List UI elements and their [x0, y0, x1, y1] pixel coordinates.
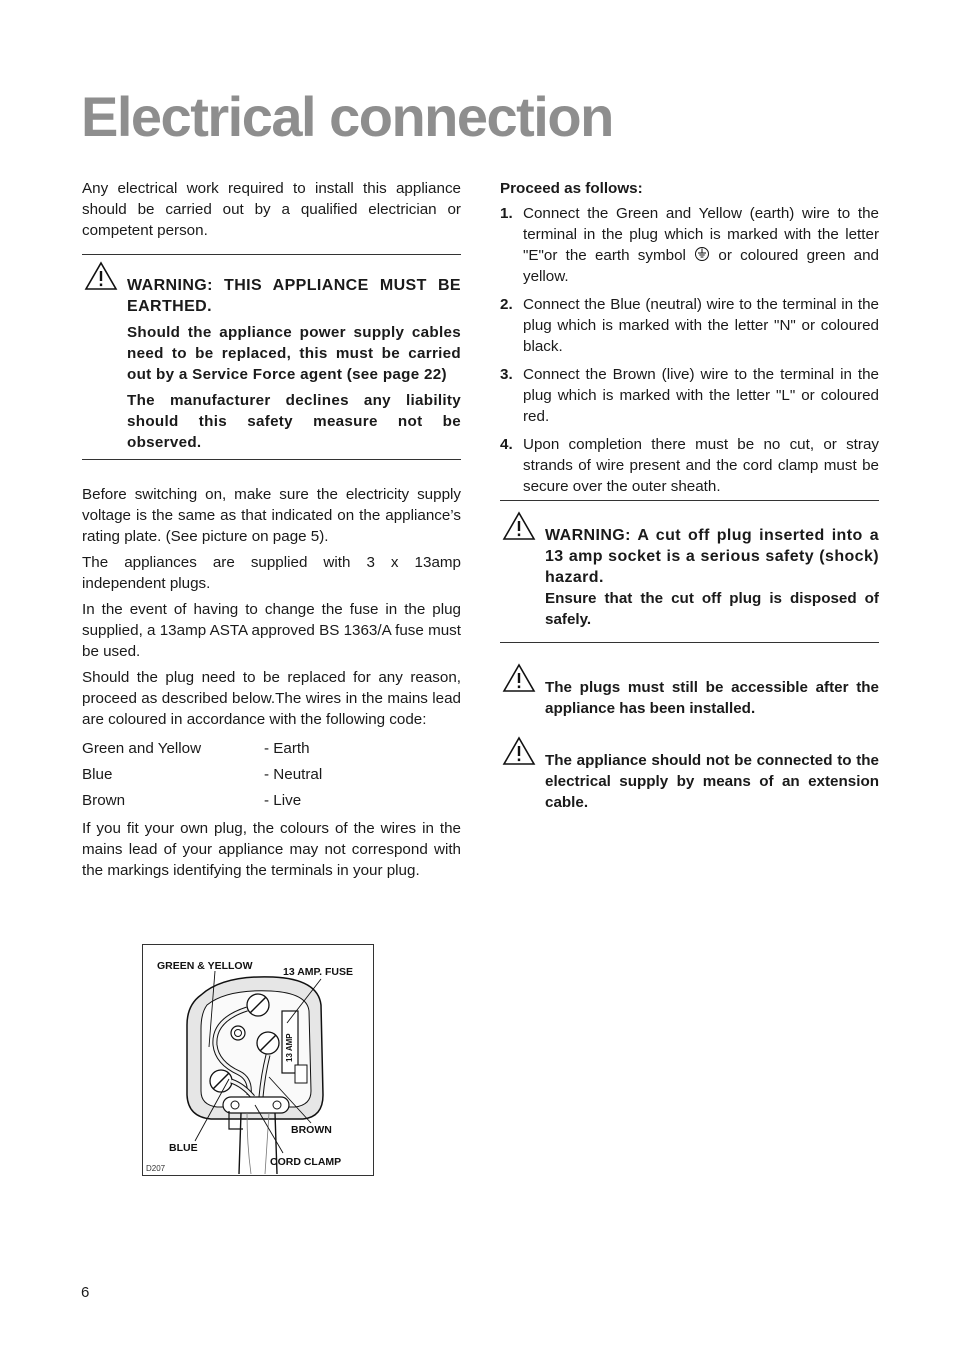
right-column [500, 178, 879, 824]
wire-colour: Green and Yellow [82, 739, 202, 757]
cut-plug-warning-text: WARNING: A cut off plug inserted into a 13 amp socket is a serious safety (shock) hazard. [545, 527, 879, 586]
step-text: Upon completion there must be no cut, or stray strands of wire present and the cord clamp must be secure over the outer sheath. [523, 436, 879, 495]
page-title: Electrical connection [81, 85, 613, 148]
steps-heading: Proceed as follows: [500, 180, 643, 197]
divider [500, 642, 879, 643]
wire-meaning: - Neutral [264, 765, 323, 783]
label-blue: BLUE [169, 1142, 198, 1154]
divider [82, 459, 461, 460]
wire-colour-table [82, 735, 461, 813]
extension-cable-note [500, 730, 879, 824]
label-fuse: 13 AMP. FUSE [283, 966, 354, 978]
left-column [82, 178, 461, 886]
wire-meaning: - Earth [264, 739, 310, 757]
step-number: 4. [500, 436, 513, 453]
label-green-yellow: GREEN & YELLOW [157, 960, 253, 972]
step-number: 1. [500, 205, 513, 222]
earth-symbol-icon [694, 246, 710, 262]
wire-colour: Brown [82, 791, 126, 809]
own-plug-paragraph: If you fit your own plug, the colours of the wires in the mains lead of your appliance may not correspond with the markings identifying the terminals in your plug. [82, 820, 461, 879]
step-text: Connect the Blue (neutral) wire to the terminal in the plug which is marked with the letter "N" or coloured black. [523, 296, 879, 355]
step-number: 3. [500, 366, 513, 383]
fuse-paragraph: In the event of having to change the fuse in the plug supplied, a 13amp ASTA approved BS 1363/A fuse must be used. [82, 601, 461, 660]
intro-paragraph: Any electrical work required to install this appliance should be carried out by a qualified electrician or competent person. [82, 180, 461, 239]
wire-row [82, 761, 461, 787]
cut-plug-warning-box [500, 501, 879, 642]
earth-warning-text-2: The manufacturer declines any liability should this safety measure not be observed. [127, 392, 461, 451]
extension-cable-text: The appliance should not be connected to the electrical supply by means of an extension cable. [545, 752, 879, 811]
step-number: 2. [500, 296, 513, 313]
plug-wiring-diagram [142, 944, 374, 1176]
list-item [500, 364, 879, 427]
wire-row [82, 787, 461, 813]
voltage-paragraph: Before switching on, make sure the electricity supply voltage is the same as that indicated on the appliance’s rating plate. (See picture on page 5). [82, 486, 461, 545]
plugs-paragraph: The appliances are supplied with 3 x 13amp independent plugs. [82, 554, 461, 592]
accessible-plug-note [500, 657, 879, 730]
label-brown: BROWN [291, 1124, 332, 1136]
step-text: Connect the Green and Yellow (earth) wire to the terminal in the plug which is marked with the letter "E"or the earth symbol [523, 205, 879, 264]
diagram-code: D207 [146, 1164, 166, 1173]
accessible-plug-text: The plugs must still be accessible after the appliance has been installed. [545, 679, 879, 717]
wire-row [82, 735, 461, 761]
steps-list [500, 203, 879, 497]
list-item [500, 203, 879, 287]
replace-plug-paragraph: Should the plug need to be replaced for any reason, proceed as described below.The wires in the mains lead are coloured in accordance with the following code: [82, 669, 461, 728]
step-text: Connect the Brown (live) wire to the terminal in the plug which is marked with the letter "L" or coloured red. [523, 366, 879, 425]
page-number: 6 [81, 1284, 90, 1301]
cut-plug-dispose-text: Ensure that the cut off plug is disposed of safely. [545, 590, 879, 628]
wire-colour: Blue [82, 765, 113, 783]
warning-triangle-icon [502, 663, 536, 693]
label-cord-clamp: CORD CLAMP [270, 1156, 342, 1168]
list-item [500, 294, 879, 357]
warning-triangle-icon [84, 261, 118, 291]
earth-warning-box [82, 255, 461, 459]
step-text: or coloured green and yellow. [523, 247, 879, 285]
list-item [500, 434, 879, 497]
earth-warning-heading: WARNING: THIS APPLIANCE MUST BE EARTHED. [127, 277, 461, 315]
warning-triangle-icon [502, 511, 536, 541]
wire-meaning: - Live [264, 791, 302, 809]
earth-warning-text-1: Should the appliance power supply cables need to be replaced, this must be carried out by a Service Force agent (see page 22) [127, 324, 461, 383]
fuse-body-label: 13 AMP [285, 1033, 294, 1062]
warning-triangle-icon [502, 736, 536, 766]
